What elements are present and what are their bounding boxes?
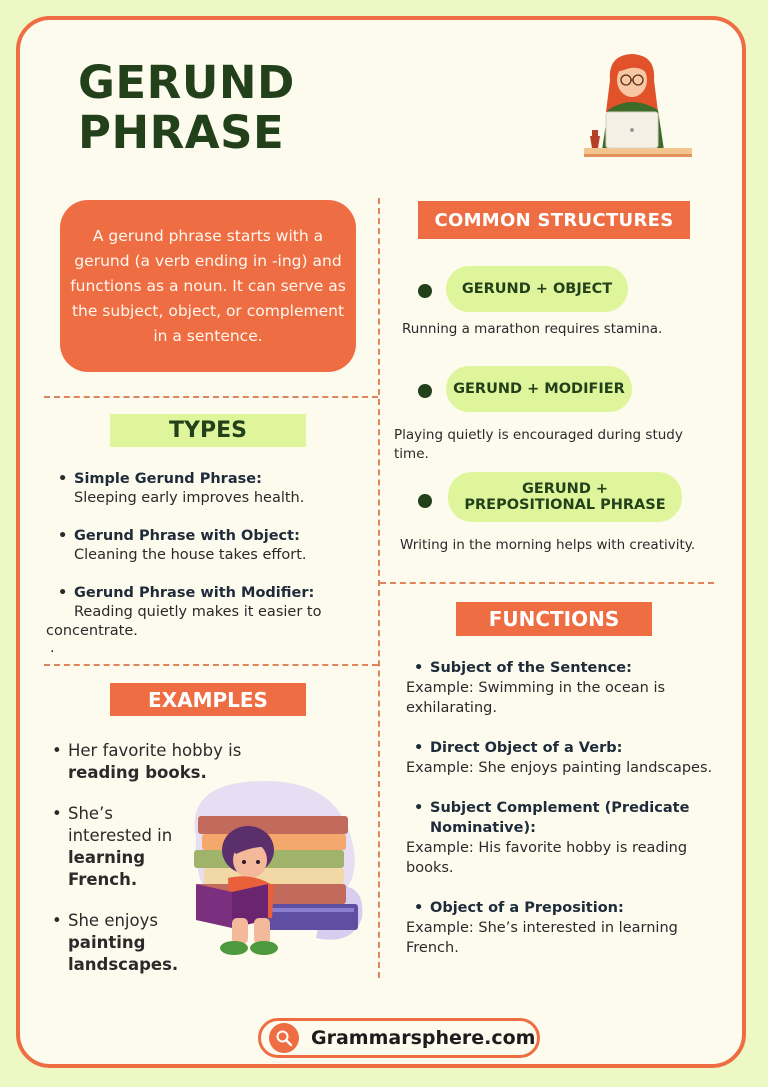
functions-item-example: Example: Swimming in the ocean is exhilarating. [406, 680, 666, 716]
definition-box: A gerund phrase starts with a gerund (a verb ending in -ing) and functions as a noun. It can serve as the subject, object, or complement in a sentence. [60, 200, 356, 372]
divider-left-1 [44, 396, 378, 398]
search-icon [269, 1023, 299, 1053]
bullet-dot-icon [418, 384, 432, 398]
types-item-example: Cleaning the house takes effort. [74, 547, 307, 563]
page-title [78, 58, 295, 158]
functions-item [402, 798, 722, 878]
column-divider [378, 198, 380, 978]
functions-item-example: Example: She’s interested in learning French. [406, 920, 678, 956]
functions-item-term: • Subject of the Sentence: [402, 658, 722, 678]
functions-list [402, 658, 722, 958]
girl-reading-books-illustration [176, 768, 366, 958]
types-item-term: Simple Gerund Phrase: [74, 471, 262, 487]
functions-item-term: • Object of a Preposition: [402, 898, 722, 918]
examples-item [52, 803, 182, 891]
structure-example: Writing in the morning helps with creativity. [400, 537, 696, 553]
examples-item [52, 910, 182, 976]
examples-item-text: Her favorite hobby is [68, 741, 242, 760]
functions-item-example: Example: She enjoys painting landscapes. [406, 760, 713, 776]
types-heading: TYPES [110, 414, 306, 447]
types-item-term: Gerund Phrase with Object: [74, 528, 300, 544]
bullet-dot-icon [418, 494, 432, 508]
functions-item [402, 738, 722, 778]
types-item: • Gerund Phrase with Object: Cleaning the house takes effort. [46, 527, 366, 565]
examples-heading: EXAMPLES [110, 683, 306, 716]
bullet-dot-icon [418, 284, 432, 298]
functions-item [402, 658, 722, 718]
examples-item-highlight: painting landscapes. [68, 933, 179, 974]
functions-item-example: Example: His favorite hobby is reading books. [406, 840, 688, 876]
structure-example: Running a marathon requires stamina. [402, 321, 663, 337]
divider-left-2 [44, 664, 378, 666]
functions-item-term: • Direct Object of a Verb: [402, 738, 722, 758]
examples-list [52, 740, 242, 995]
title-line-2: PHRASE [78, 106, 285, 159]
types-item-term: Gerund Phrase with Modifier: [74, 585, 315, 601]
types-list [46, 470, 366, 655]
examples-item-highlight: reading books. [68, 763, 207, 782]
divider-right-1 [380, 582, 714, 584]
types-item-example: Sleeping early improves health. [74, 490, 305, 506]
woman-laptop-illustration [580, 50, 695, 160]
common-structures-heading: COMMON STRUCTURES [418, 201, 690, 239]
structure-pill: GERUND + OBJECT [446, 266, 628, 312]
functions-item-term: • Subject Complement (Predicate Nominative): [402, 798, 722, 838]
footer-site-link[interactable]: Grammarsphere.com [311, 1027, 536, 1049]
footer-badge[interactable] [258, 1018, 540, 1058]
structure-pill: GERUND + MODIFIER [446, 366, 632, 412]
examples-item-text: She enjoys [68, 911, 158, 930]
examples-item-text: She’s interested in [68, 804, 173, 845]
structure-pill: GERUND + PREPOSITIONAL PHRASE [448, 472, 682, 522]
examples-item [52, 740, 298, 784]
functions-heading: FUNCTIONS [456, 602, 652, 636]
types-item: • Simple Gerund Phrase: Sleeping early improves health. [46, 470, 366, 508]
functions-item [402, 898, 722, 958]
structure-example: Playing quietly is encouraged during study time. [394, 427, 683, 462]
types-trailing-mark: . [50, 640, 55, 656]
types-item-example: Reading quietly makes it easier to concentrate. [46, 604, 322, 639]
types-item: • Gerund Phrase with Modifier: Reading quietly makes it easier to concentrate. [46, 584, 366, 641]
examples-item-highlight: learning French. [68, 848, 146, 889]
title-line-1: GERUND [78, 56, 295, 109]
